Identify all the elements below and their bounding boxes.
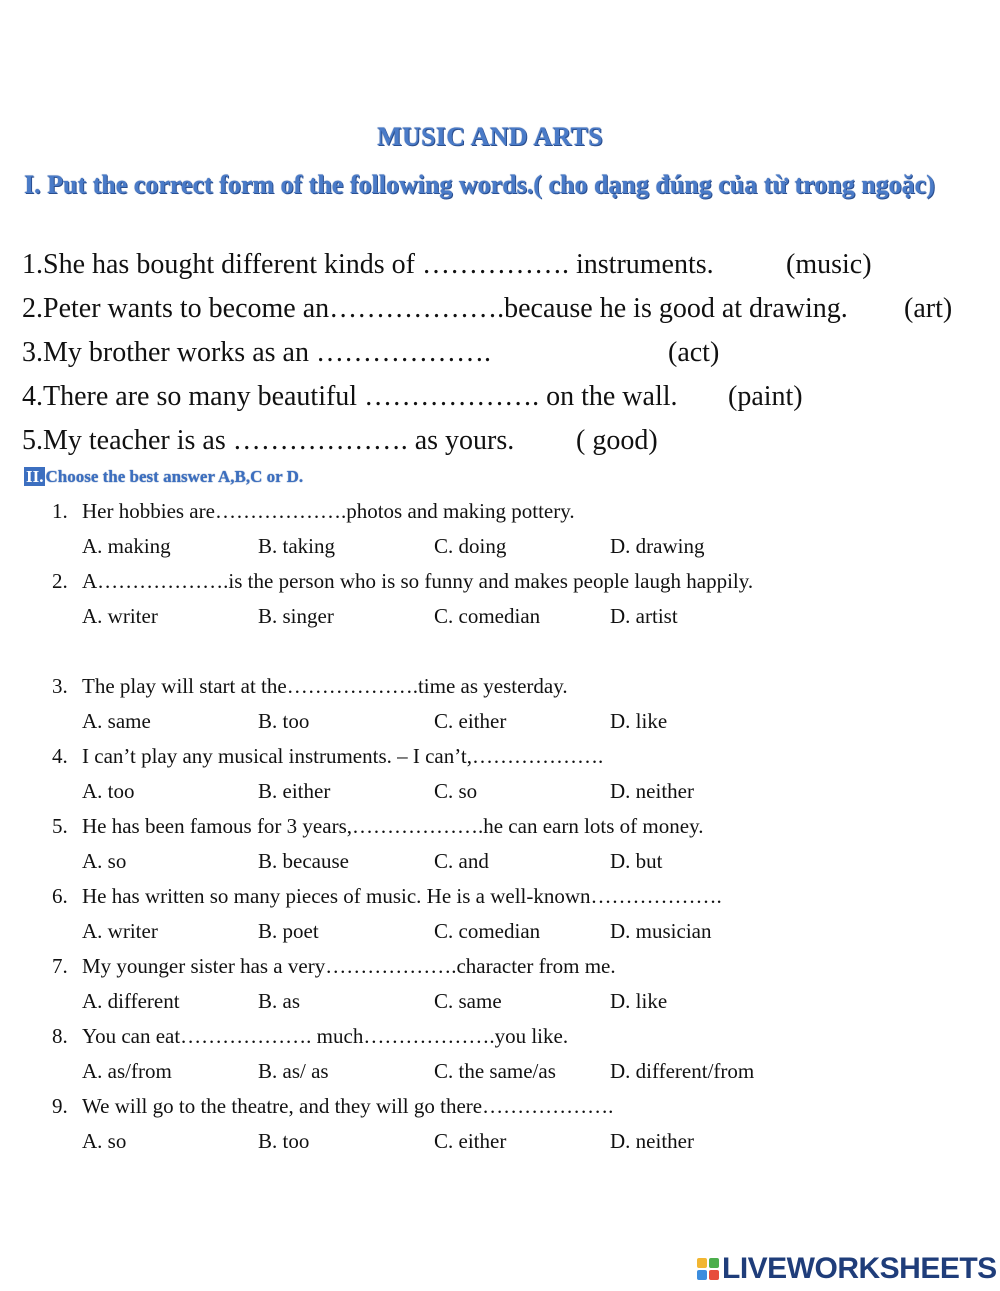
question: 6. He has written so many pieces of music. He is a well-known………………. (52, 884, 722, 908)
logo-block (709, 1258, 719, 1268)
option-d[interactable]: D. different/from (610, 1059, 755, 1083)
question: 5. He has been famous for 3 years,……………….he can earn lots of money. (52, 814, 704, 838)
liveworksheets-logo (697, 1252, 997, 1286)
option-c[interactable]: C. the same/as (434, 1059, 556, 1083)
logo-blocks-icon (697, 1258, 719, 1280)
option-b[interactable]: B. too (258, 709, 310, 733)
option-c[interactable]: C. comedian (434, 604, 541, 628)
option-b[interactable]: B. poet (258, 919, 319, 943)
question: 1. Her hobbies are……………….photos and making pottery. (52, 499, 575, 523)
option-b[interactable]: B. either (258, 779, 331, 803)
option-a[interactable]: A. too (82, 779, 135, 803)
section-2-number: II. (26, 467, 44, 486)
option-d[interactable]: D. drawing (610, 534, 705, 558)
option-a[interactable]: A. so (82, 849, 127, 873)
option-c[interactable]: C. doing (434, 534, 507, 558)
word-hint: (paint) (728, 381, 803, 412)
option-a[interactable]: A. different (82, 989, 180, 1013)
option-d[interactable]: D. like (610, 989, 668, 1013)
section-2-heading: II. Choose the best answer A,B,C or D. (26, 467, 304, 486)
option-b[interactable]: B. too (258, 1129, 310, 1153)
option-b[interactable]: B. as (258, 989, 300, 1013)
option-d[interactable]: D. artist (610, 604, 678, 628)
option-a[interactable]: A. writer (82, 604, 158, 628)
word-hint: (act) (668, 337, 720, 368)
option-d[interactable]: D. neither (610, 1129, 694, 1153)
option-c[interactable]: C. either (434, 709, 507, 733)
option-b[interactable]: B. singer (258, 604, 334, 628)
logo-block (697, 1258, 707, 1268)
logo-block (709, 1270, 719, 1280)
option-a[interactable]: A. as/from (82, 1059, 172, 1083)
question: 9. We will go to the theatre, and they will go there………………. (52, 1094, 614, 1118)
logo-block (697, 1270, 707, 1280)
option-a[interactable]: A. writer (82, 919, 158, 943)
option-b[interactable]: B. as/ as (258, 1059, 329, 1083)
option-b[interactable]: B. because (258, 849, 349, 873)
question: 4. I can’t play any musical instruments. – I can’t,………………. (52, 744, 604, 768)
word-form-item: 2.Peter wants to become an……………….because he is good at drawing. (art) (22, 293, 953, 324)
section-1-heading: I. Put the correct form of the following words.( cho dạng đúng của từ trong ngoặc) (24, 170, 935, 199)
worksheet-title: MUSIC AND ARTS (377, 122, 603, 151)
question: 2. A……………….is the person who is so funny and makes people laugh happily. (52, 569, 754, 593)
option-c[interactable]: C. comedian (434, 919, 541, 943)
word-form-item: 5.My teacher is as ………………. as yours. ( good) (22, 425, 658, 456)
option-d[interactable]: D. musician (610, 919, 712, 943)
word-form-item: 1.She has bought different kinds of ……………. instruments. (music) (22, 249, 872, 280)
option-a[interactable]: A. making (82, 534, 171, 558)
option-c[interactable]: C. same (434, 989, 502, 1013)
option-d[interactable]: D. like (610, 709, 668, 733)
option-b[interactable]: B. taking (258, 534, 335, 558)
question: 3. The play will start at the……………….time as yesterday. (52, 674, 568, 698)
option-a[interactable]: A. same (82, 709, 151, 733)
word-hint: (music) (786, 249, 872, 280)
word-form-item: 4.There are so many beautiful ………………. on the wall. (paint) (22, 381, 803, 412)
option-a[interactable]: A. so (82, 1129, 127, 1153)
question: 7. My younger sister has a very……………….character from me. (52, 954, 616, 978)
word-hint: (art) (904, 293, 953, 324)
word-form-item: 3.My brother works as an ………………. (act) (22, 337, 720, 368)
option-c[interactable]: C. either (434, 1129, 507, 1153)
option-d[interactable]: D. neither (610, 779, 694, 803)
option-c[interactable]: C. so (434, 779, 478, 803)
option-c[interactable]: C. and (434, 849, 489, 873)
option-d[interactable]: D. but (610, 849, 663, 873)
question: 8. You can eat………………. much……………….you like. (52, 1024, 569, 1048)
logo-text: LIVEWORKSHEETS (722, 1252, 997, 1285)
word-hint: ( good) (576, 425, 658, 456)
